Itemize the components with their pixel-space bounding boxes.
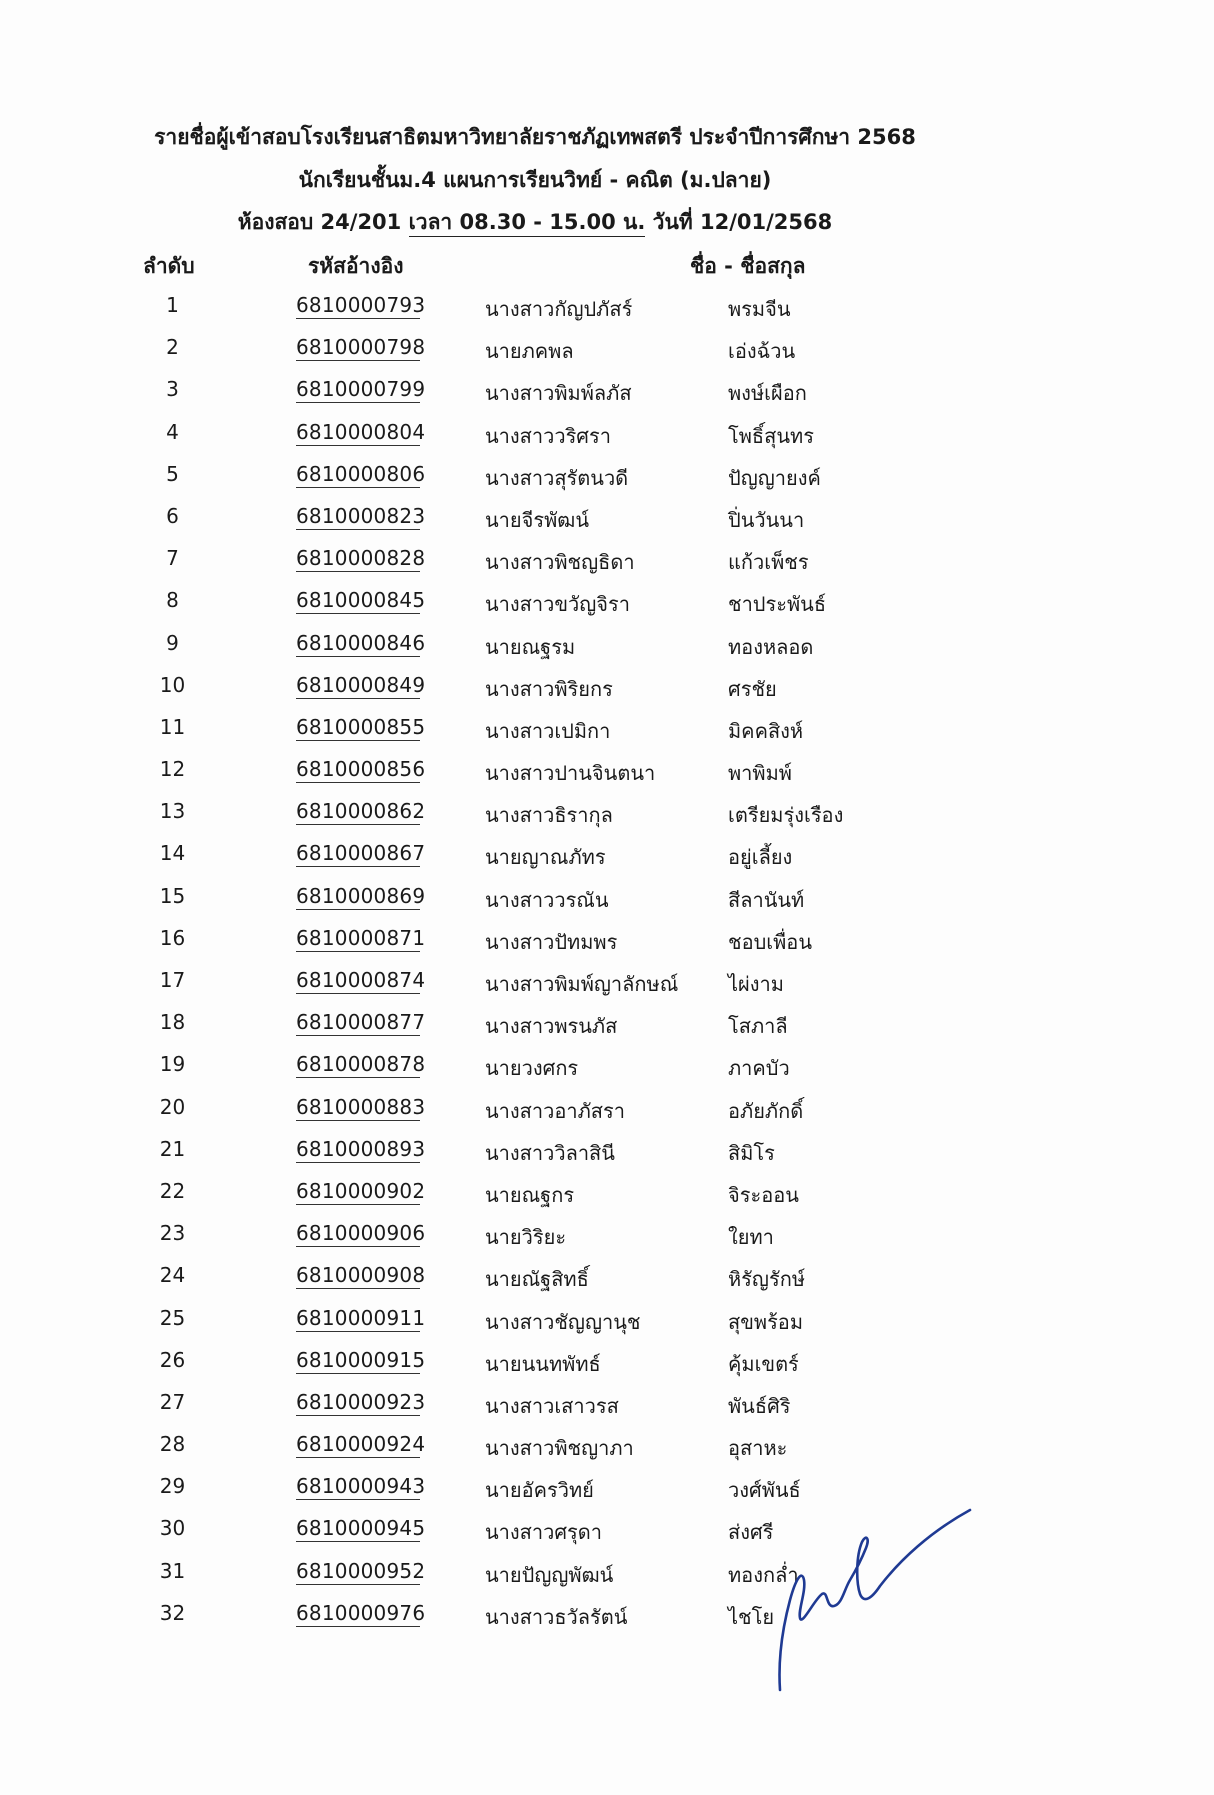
student-first-name: นางสาวชัญญานุช	[485, 1309, 641, 1334]
student-first-name: นายญาณภัทร	[485, 845, 606, 870]
student-last-name: ชอบเพื่อน	[728, 929, 812, 954]
student-last-name: ศรชัย	[728, 676, 777, 701]
row-number: 3	[166, 377, 179, 402]
table-row	[0, 1468, 1214, 1510]
student-first-name: นางสาวพิชญธิดา	[485, 550, 635, 575]
student-last-name: จิระออน	[728, 1182, 799, 1207]
student-last-name: สิมิโร	[728, 1140, 775, 1165]
reference-code: 6810000924	[296, 1432, 426, 1457]
student-last-name: มิคคสิงห์	[728, 718, 804, 743]
row-number: 6	[166, 503, 179, 528]
table-row	[0, 625, 1214, 667]
student-last-name: ไชโย	[728, 1604, 775, 1629]
table-row	[0, 793, 1214, 835]
row-number: 9	[166, 630, 179, 655]
table-row	[0, 1553, 1214, 1595]
reference-code: 6810000804	[296, 419, 426, 444]
student-last-name: หิรัญรักษ์	[728, 1267, 806, 1292]
table-row	[0, 878, 1214, 920]
student-last-name: อยู่เลี้ยง	[728, 845, 793, 870]
exam-room-info	[0, 206, 1070, 239]
student-last-name: อุสาหะ	[728, 1436, 788, 1461]
reference-code: 6810000911	[296, 1305, 426, 1330]
student-first-name: นายนนทพัทธ์	[485, 1351, 601, 1376]
row-number: 26	[159, 1347, 186, 1372]
student-last-name: สีลานันท์	[728, 887, 805, 912]
student-first-name: นางสาวธิรากุล	[485, 803, 613, 828]
student-first-name: นางสาวพิมพ์ญาลักษณ์	[485, 972, 679, 996]
table-row	[0, 1342, 1214, 1384]
student-first-name: นางสาววิลาสินี	[485, 1140, 615, 1165]
student-last-name: ภาคบัว	[728, 1056, 790, 1081]
reference-code: 6810000856	[296, 757, 426, 782]
reference-code: 6810000923	[296, 1389, 426, 1414]
table-row	[0, 962, 1214, 1004]
student-last-name: อภัยภักดิ์	[728, 1098, 804, 1123]
student-last-name: โพธิ์สุนทร	[728, 423, 814, 448]
reference-code: 6810000799	[296, 377, 426, 402]
student-first-name: นางสาวศรุดา	[485, 1520, 602, 1545]
table-row	[0, 1300, 1214, 1342]
row-number: 20	[159, 1094, 186, 1119]
document-title: รายชื่อผู้เข้าสอบโรงเรียนสาธิตมหาวิทยาลัยราชภัฏเทพสตรี ประจำปีการศึกษา 2568	[154, 125, 916, 149]
table-row	[0, 1004, 1214, 1046]
student-first-name: นายวิริยะ	[485, 1225, 567, 1250]
table-row	[0, 709, 1214, 751]
row-number: 30	[159, 1516, 186, 1541]
student-last-name: เอ่งฉ้วน	[728, 339, 796, 364]
table-row	[0, 456, 1214, 498]
reference-code: 6810000877	[296, 1010, 426, 1035]
row-number: 23	[159, 1221, 186, 1246]
table-row	[0, 582, 1214, 624]
row-number: 16	[159, 925, 186, 950]
reference-code: 6810000874	[296, 968, 426, 992]
table-row	[0, 1384, 1214, 1426]
table-row	[0, 1173, 1214, 1215]
row-number: 14	[159, 841, 186, 866]
row-number: 1	[166, 293, 179, 317]
student-list	[0, 287, 1214, 1637]
student-first-name: นางสาวกัญปภัสร์	[485, 297, 633, 321]
column-header-name: ชื่อ - ชื่อสกุล	[690, 254, 806, 278]
column-header-no: ลำดับ	[143, 254, 195, 278]
table-row	[0, 1426, 1214, 1468]
table-row	[0, 371, 1214, 413]
exam-date: วันที่ 12/01/2568	[645, 210, 833, 234]
reference-code: 6810000915	[296, 1347, 426, 1372]
student-first-name: นางสาวธวัลรัตน์	[485, 1604, 628, 1629]
reference-code: 6810000845	[296, 588, 426, 613]
table-row	[0, 1215, 1214, 1257]
student-last-name: โสภาลี	[728, 1014, 788, 1039]
student-first-name: นายอัครวิทย์	[485, 1478, 594, 1503]
document-subtitle: นักเรียนชั้นม.4 แผนการเรียนวิทย์ - คณิต (ม.ปลาย)	[298, 168, 772, 192]
table-row	[0, 1089, 1214, 1131]
student-last-name: ทองกล่ำ	[728, 1562, 799, 1587]
student-last-name: ส่งศรี	[728, 1520, 774, 1545]
row-number: 32	[159, 1600, 186, 1625]
table-row	[0, 498, 1214, 540]
student-first-name: นายวงศกร	[485, 1056, 579, 1081]
student-first-name: นายภคพล	[485, 339, 574, 364]
table-row	[0, 1595, 1214, 1637]
student-first-name: นางสาววรณัน	[485, 887, 609, 912]
row-number: 12	[159, 757, 186, 782]
student-last-name: สุขพร้อม	[728, 1309, 803, 1334]
reference-code: 6810000798	[296, 335, 426, 360]
student-last-name: พันธ์ศิริ	[728, 1393, 791, 1418]
table-row	[0, 1510, 1214, 1552]
reference-code: 6810000849	[296, 672, 426, 697]
student-last-name: พรมจีน	[728, 297, 791, 321]
student-last-name: พาพิมพ์	[728, 761, 792, 786]
row-number: 10	[159, 672, 186, 697]
reference-code: 6810000976	[296, 1600, 426, 1625]
table-row	[0, 540, 1214, 582]
reference-code: 6810000883	[296, 1094, 426, 1119]
reference-code: 6810000878	[296, 1052, 426, 1077]
row-number: 31	[159, 1558, 186, 1583]
student-first-name: นางสาวเปมิกา	[485, 718, 611, 743]
row-number: 8	[166, 588, 179, 613]
column-header-code: รหัสอ้างอิง	[308, 254, 404, 278]
student-last-name: วงศ์พันธ์	[728, 1478, 801, 1503]
row-number: 29	[159, 1474, 186, 1499]
student-last-name: ชาประพันธ์	[728, 592, 827, 617]
student-first-name: นางสาวพิมพ์ลภัส	[485, 381, 632, 406]
reference-code: 6810000906	[296, 1221, 426, 1246]
student-last-name: ไผ่งาม	[728, 972, 784, 996]
table-row	[0, 835, 1214, 877]
student-first-name: นายณฐกร	[485, 1182, 575, 1207]
table-row	[0, 1046, 1214, 1088]
handwritten-signature-icon	[770, 1490, 980, 1700]
student-first-name: นางสาวเสาวรส	[485, 1393, 619, 1418]
row-number: 25	[159, 1305, 186, 1330]
student-first-name: นายปัญญพัฒน์	[485, 1562, 614, 1587]
row-number: 27	[159, 1389, 186, 1414]
table-row	[0, 920, 1214, 962]
reference-code: 6810000871	[296, 925, 426, 950]
row-number: 2	[166, 335, 179, 360]
student-last-name: คุ้มเขตร์	[728, 1351, 799, 1376]
row-number: 7	[166, 546, 179, 571]
reference-code: 6810000846	[296, 630, 426, 655]
student-first-name: นางสาวปานจินตนา	[485, 761, 656, 786]
exam-room: ห้องสอบ 24/201	[237, 210, 409, 234]
reference-code: 6810000952	[296, 1558, 426, 1583]
reference-code: 6810000793	[296, 293, 426, 317]
reference-code: 6810000945	[296, 1516, 426, 1541]
table-row	[0, 751, 1214, 793]
student-first-name: นางสาวปัทมพร	[485, 929, 618, 954]
row-number: 17	[159, 968, 186, 992]
reference-code: 6810000902	[296, 1178, 426, 1203]
reference-code: 6810000823	[296, 503, 426, 528]
exam-time: เวลา 08.30 - 15.00 น.	[409, 210, 646, 237]
student-last-name: พงษ์เผือก	[728, 381, 807, 406]
table-row	[0, 1131, 1214, 1173]
student-last-name: ปิ่นวันนา	[728, 507, 805, 532]
table-row	[0, 329, 1214, 371]
student-last-name: ทองหลอด	[728, 634, 814, 659]
student-last-name: แก้วเพ็ชร	[728, 550, 809, 575]
row-number: 11	[159, 714, 186, 739]
row-number: 4	[166, 419, 179, 444]
row-number: 28	[159, 1432, 186, 1457]
reference-code: 6810000867	[296, 841, 426, 866]
student-first-name: นางสาวขวัญจิรา	[485, 592, 630, 617]
table-row	[0, 667, 1214, 709]
student-first-name: นางสาววริศรา	[485, 423, 611, 448]
reference-code: 6810000828	[296, 546, 426, 571]
reference-code: 6810000855	[296, 714, 426, 739]
reference-code: 6810000806	[296, 461, 426, 486]
table-row	[0, 1257, 1214, 1299]
table-row	[0, 287, 1214, 329]
table-row	[0, 414, 1214, 456]
row-number: 24	[159, 1263, 186, 1288]
student-first-name: นางสาวพรนภัส	[485, 1014, 618, 1039]
student-last-name: ใยทา	[728, 1225, 774, 1250]
reference-code: 6810000908	[296, 1263, 426, 1288]
student-last-name: ปัญญายงค์	[728, 465, 821, 490]
row-number: 5	[166, 461, 179, 486]
row-number: 22	[159, 1178, 186, 1203]
student-first-name: นายณฐรม	[485, 634, 576, 659]
student-first-name: นางสาวพิริยกร	[485, 676, 613, 701]
reference-code: 6810000862	[296, 799, 426, 824]
reference-code: 6810000893	[296, 1136, 426, 1161]
student-last-name: เตรียมรุ่งเรือง	[728, 803, 844, 828]
row-number: 19	[159, 1052, 186, 1077]
reference-code: 6810000943	[296, 1474, 426, 1499]
row-number: 15	[159, 883, 186, 908]
student-first-name: นายจีรพัฒน์	[485, 507, 590, 532]
student-first-name: นางสาวพิชญาภา	[485, 1436, 634, 1461]
student-first-name: นางสาวอาภัสรา	[485, 1098, 625, 1123]
row-number: 18	[159, 1010, 186, 1035]
reference-code: 6810000869	[296, 883, 426, 908]
student-first-name: นางสาวสุรัตนวดี	[485, 465, 629, 490]
row-number: 21	[159, 1136, 186, 1161]
row-number: 13	[159, 799, 186, 824]
student-first-name: นายณัฐสิทธิ์	[485, 1267, 589, 1292]
